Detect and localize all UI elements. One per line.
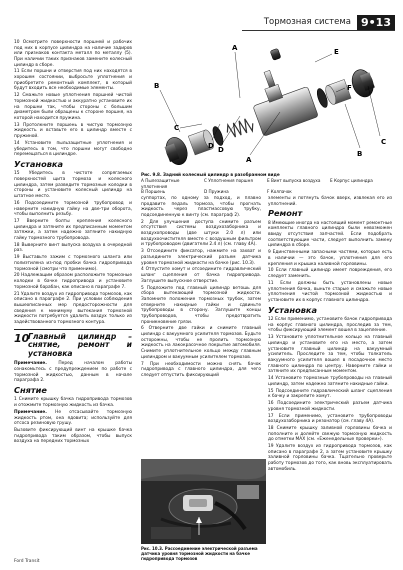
legend-item: A Пылезащитные уплотнения — [141, 178, 180, 189]
legend-item: E Винт выпуска воздуха — [267, 178, 321, 183]
paragraph: 13 Протолкните поршень в чистую тормозную жидкость и вставьте его в цилиндр вместе с пружиной. — [14, 122, 132, 140]
paragraph: 16 Подсоедините тормозной трубопровод и наверните накидную гайку на две-три оборота, чтобы выполнить резьбу. — [14, 200, 132, 218]
legend-item: B Поршень — [141, 189, 166, 194]
figure-photo-reservoir — [141, 459, 266, 544]
paragraph: 18 Снимите крышку заливной горловины бачка и пополните и долейте свежую тормозную жидкость до отметки MAX (см. «Еженедельные проверки»). — [268, 426, 392, 443]
paragraph: 12 Смажьте новые уплотнения поршней чистой тормозной жидкостью и аккуратно установите их на поршни так, чтобы стороны с большим диаметром были обращены к стороне поршня, на которой находится пружина. — [14, 93, 132, 121]
paragraph: 19 Выставьте зажим с тормозного шланга или полиэтилена из-под пробки бачка гидропривода тормозной (смотри что применимо). — [14, 255, 132, 272]
legend-item: C Уплотнения поршня — [204, 178, 253, 183]
page-header — [264, 14, 395, 30]
figure-caption-2: Рис. 10.3. Рассоединение электрической разъема датчика уровня тормозной жидкости на бачке гидропривода тормозов — [141, 546, 258, 562]
subheading-repair: Ремонт — [268, 208, 303, 219]
page-number: 9•13 — [357, 15, 395, 30]
note — [14, 410, 132, 427]
reservoir-photo — [141, 459, 266, 544]
figure-label: A — [246, 156, 252, 164]
paragraph: 16 Подсоедините электрический разъем датчика уровня тормозной жидкости. — [268, 401, 392, 412]
subheading-install: Установка — [14, 158, 63, 169]
paragraph: 7 При необходимости можно снять бачок гидропривода с главного цилиндра, для чего следует отпустить фиксирующий — [141, 361, 261, 378]
paragraph: 3 Отсоедините фиксатор, нажмите на захват и разъедините электрический разъем датчика уровня тормозной жидкости на бачке (рис. 10.3). — [141, 249, 261, 266]
figure-label: D — [208, 142, 214, 150]
paragraph: 13 Установите уплотнительное кольцо на главный цилиндр и установите его на место, а затем установите главный цилиндр на вакуумный усилитель. Проследите за тем, чтобы толкатель вакуумного усилителя вошел в посадочное место главного цилиндра по центру. Наверните гайки и затяните их предписанным моментом. — [268, 335, 392, 375]
subheading-removal: Снятие — [14, 384, 47, 395]
paragraph: 8 Имеющие иногда на настоящий момент ремонтные комплекты главного цилиндра были невозможен ввиду отсутствия запчастей. Если подобрать соответствующие части, следует выполнить замену цилиндра в сборе. — [268, 220, 392, 249]
figure-caption — [141, 172, 393, 195]
note-text: Перед началом работы ознакомьтесь с предупреждением по работе с тормозной жидкостью, данным в начале параграфа 2. — [14, 361, 132, 384]
wheel-cylinder-illustration — [140, 40, 393, 170]
note — [14, 361, 132, 384]
paragraph: суппортах, по одному за подход, и плавно продавите педаль тормоза, чтобы прогнать жидкость через пластмассовую трубку, подсоединенную к винту (см. параграф 2). — [141, 196, 261, 218]
column-3 — [268, 196, 392, 474]
section-heading — [14, 329, 132, 359]
figure-wheel-cylinder — [140, 40, 393, 170]
paragraph: 14 Установите пыльзащитные уплотнения и убедитесь в том, что поршни могут свободно перемещаться в цилиндре. — [14, 140, 132, 158]
paragraph: 5 Подложите под главный цилиндр ветошь для сбора вытекающей тормозной жидкости. Запомните положение тормозных трубок, затем отверните накидные гайки и сдвиньте трубопроводы в сторону. Заглушите концы трубопроводов, чтобы предотвратить проникновение грязи. — [141, 285, 261, 325]
paragraph: 14 Установите тормозные трубопроводы на главный цилиндр, затем надежно затяните накидные гайки. — [268, 376, 392, 387]
section-number: 10 — [14, 331, 30, 345]
paragraph: 1 Снимите крышку бачка гидропривода тормозов и отожмите тормозную жидкость из бачка. — [14, 397, 132, 409]
paragraph: 20 Надлежащим образом расположите тормозные колодки в бачке гидропривода и установите тормозной барабан, как описано в параграфе 7. — [14, 273, 132, 290]
page-footer: Ford Transit — [14, 559, 40, 564]
figure-caption-title: Рис. 9.8. Задний колесный цилиндр в разобранном виде — [141, 172, 280, 177]
paragraph: 11 Если должны быть установлены новые уплотнения бачка, выньте старые и смажьте новые уплотнения чистой тормозной жидкостью и установите их в корпус главного цилиндра. — [268, 280, 392, 303]
paragraph: 10 Если главный цилиндр имеет повреждения, его следует заменить. — [268, 268, 392, 280]
paragraph: 12 Если применимо, установите бачок гидропривода на корпус главного цилиндра, проследив за тем, чтобы фиксирующий элемент вошел в зацепление. — [268, 317, 392, 334]
figure-label: C — [174, 124, 180, 132]
column-1 — [14, 40, 132, 446]
figure-label: F — [347, 84, 352, 92]
note-text: Не отсасывайте тормозную жидкость ртом, она ядовита; используйте для отсоса резиновую грушу. — [14, 409, 132, 427]
section-title-text: Главный цилиндр – снятие, ремонт и установка — [28, 331, 132, 358]
paragraph: 2 Для улучшения доступа снимите разъем отсутствия системы воздухозаборника и воздухопроводы (две штуки 2.0 л) или воздухоочистителя вместе с воздушным фильтром и трубопроводом (двигатели 2.4 л) (см. главу 4A). — [141, 219, 261, 248]
note-label: Примечание. — [14, 409, 47, 415]
figure-label: B — [357, 150, 363, 158]
subheading-install: Установка — [268, 304, 317, 315]
note-label: Примечание. — [14, 361, 47, 367]
figure-label: C — [381, 138, 387, 146]
legend-item: F Колпачок — [267, 189, 292, 194]
paragraph: элементы и потянуть бачок вверх, извлекая его из уплотнений. — [268, 196, 392, 207]
paragraph: Вызовите фиксирующий винт на крышке бачка гидропривода таким образом, чтобы выпуск воздуха на передних тормозных — [14, 428, 132, 445]
paragraph: 18 Выверните винт выпуска воздуха в очередной раз. — [14, 242, 132, 254]
paragraph: 21 Удалите воздух из гидропривода тормозов, как описано в параграфе 2. При условии соблюдения вышеописанных мер предосторожности для сведения к минимуму вытекания тормозной жидкости потребуется удалить воздух только из задействованного тормозного контура. — [14, 291, 132, 325]
figure-legend — [141, 178, 393, 195]
paragraph: 17 Вверните болты крепления колесного цилиндра и затяните их предписанным моментом затяжки, а затем надежно затяните накидную гайку тормозного трубопровода. — [14, 219, 132, 241]
column-2 — [141, 196, 261, 380]
paragraph: 6 Отверните две гайки и снимите главный цилиндр с вакуумного усилителя тормозов. Будьте осторожны, чтобы не пролить тормозную жидкость на лакокрасочное покрытие автомобиля. Снимите уплотнительное кольцо между главным цилиндром и вакуумным усилителем тормозов. — [141, 326, 261, 360]
section-title: Тормозная система — [263, 17, 351, 27]
legend-item: D Пружина — [204, 189, 229, 194]
figure-label: D — [218, 146, 224, 154]
figure-label: A — [232, 44, 238, 52]
paragraph: 10 Осмотрите поверхности поршней и рабочих под них в корпусе цилиндра на наличие задиров или признаков контакта металл по металлу (5). При наличии таких признаков замените колесный цилиндр в сборе. — [14, 40, 132, 68]
paragraph: 15 Подсоедините гидравлический шланг сцепления к бачку и закрепите хомут. — [268, 388, 392, 400]
paragraph: 17 Если применимо, установите трубопроводы воздухозаборника и резонатор (см. главу 4A). — [268, 413, 392, 425]
paragraph: 4 Отпустите хомут и отсоедините гидравлический шланг сцепления от бачка гидропривода. Заглушите выпускное отверстие. — [141, 267, 261, 284]
paragraph: 9 Единственными запасными частями, которые есть в наличии — это бачок, уплотнения для его крепления и крышка наливной горловины. — [268, 250, 392, 267]
header-rule — [242, 30, 395, 31]
paragraph: 11 Если поршни и отверстия под них находятся в хорошем состоянии, выбросьте уплотнения и приобретите ремонтный комплект, в который будут входить все необходимые элементы. — [14, 69, 132, 92]
figure-label: E — [334, 48, 339, 56]
figure-label: B — [154, 82, 160, 90]
paragraph: 15 Убедитесь в чистоте сопрягаемых поверхностей щита тормоза и колесного цилиндра, затем разведите тормозные колодки в стороны и установите колесный цилиндр на штатное место. — [14, 171, 132, 199]
paragraph: 19 Удалите воздух из гидропривода тормозов, как описано в параграфе 2, а затем установите крышку заливной горловины бачка. Тщательно проверьте работу тормозов до того, как вновь эксплуатировать автомобиль. — [268, 444, 392, 472]
legend-item: E Корпус цилиндра — [330, 178, 373, 183]
